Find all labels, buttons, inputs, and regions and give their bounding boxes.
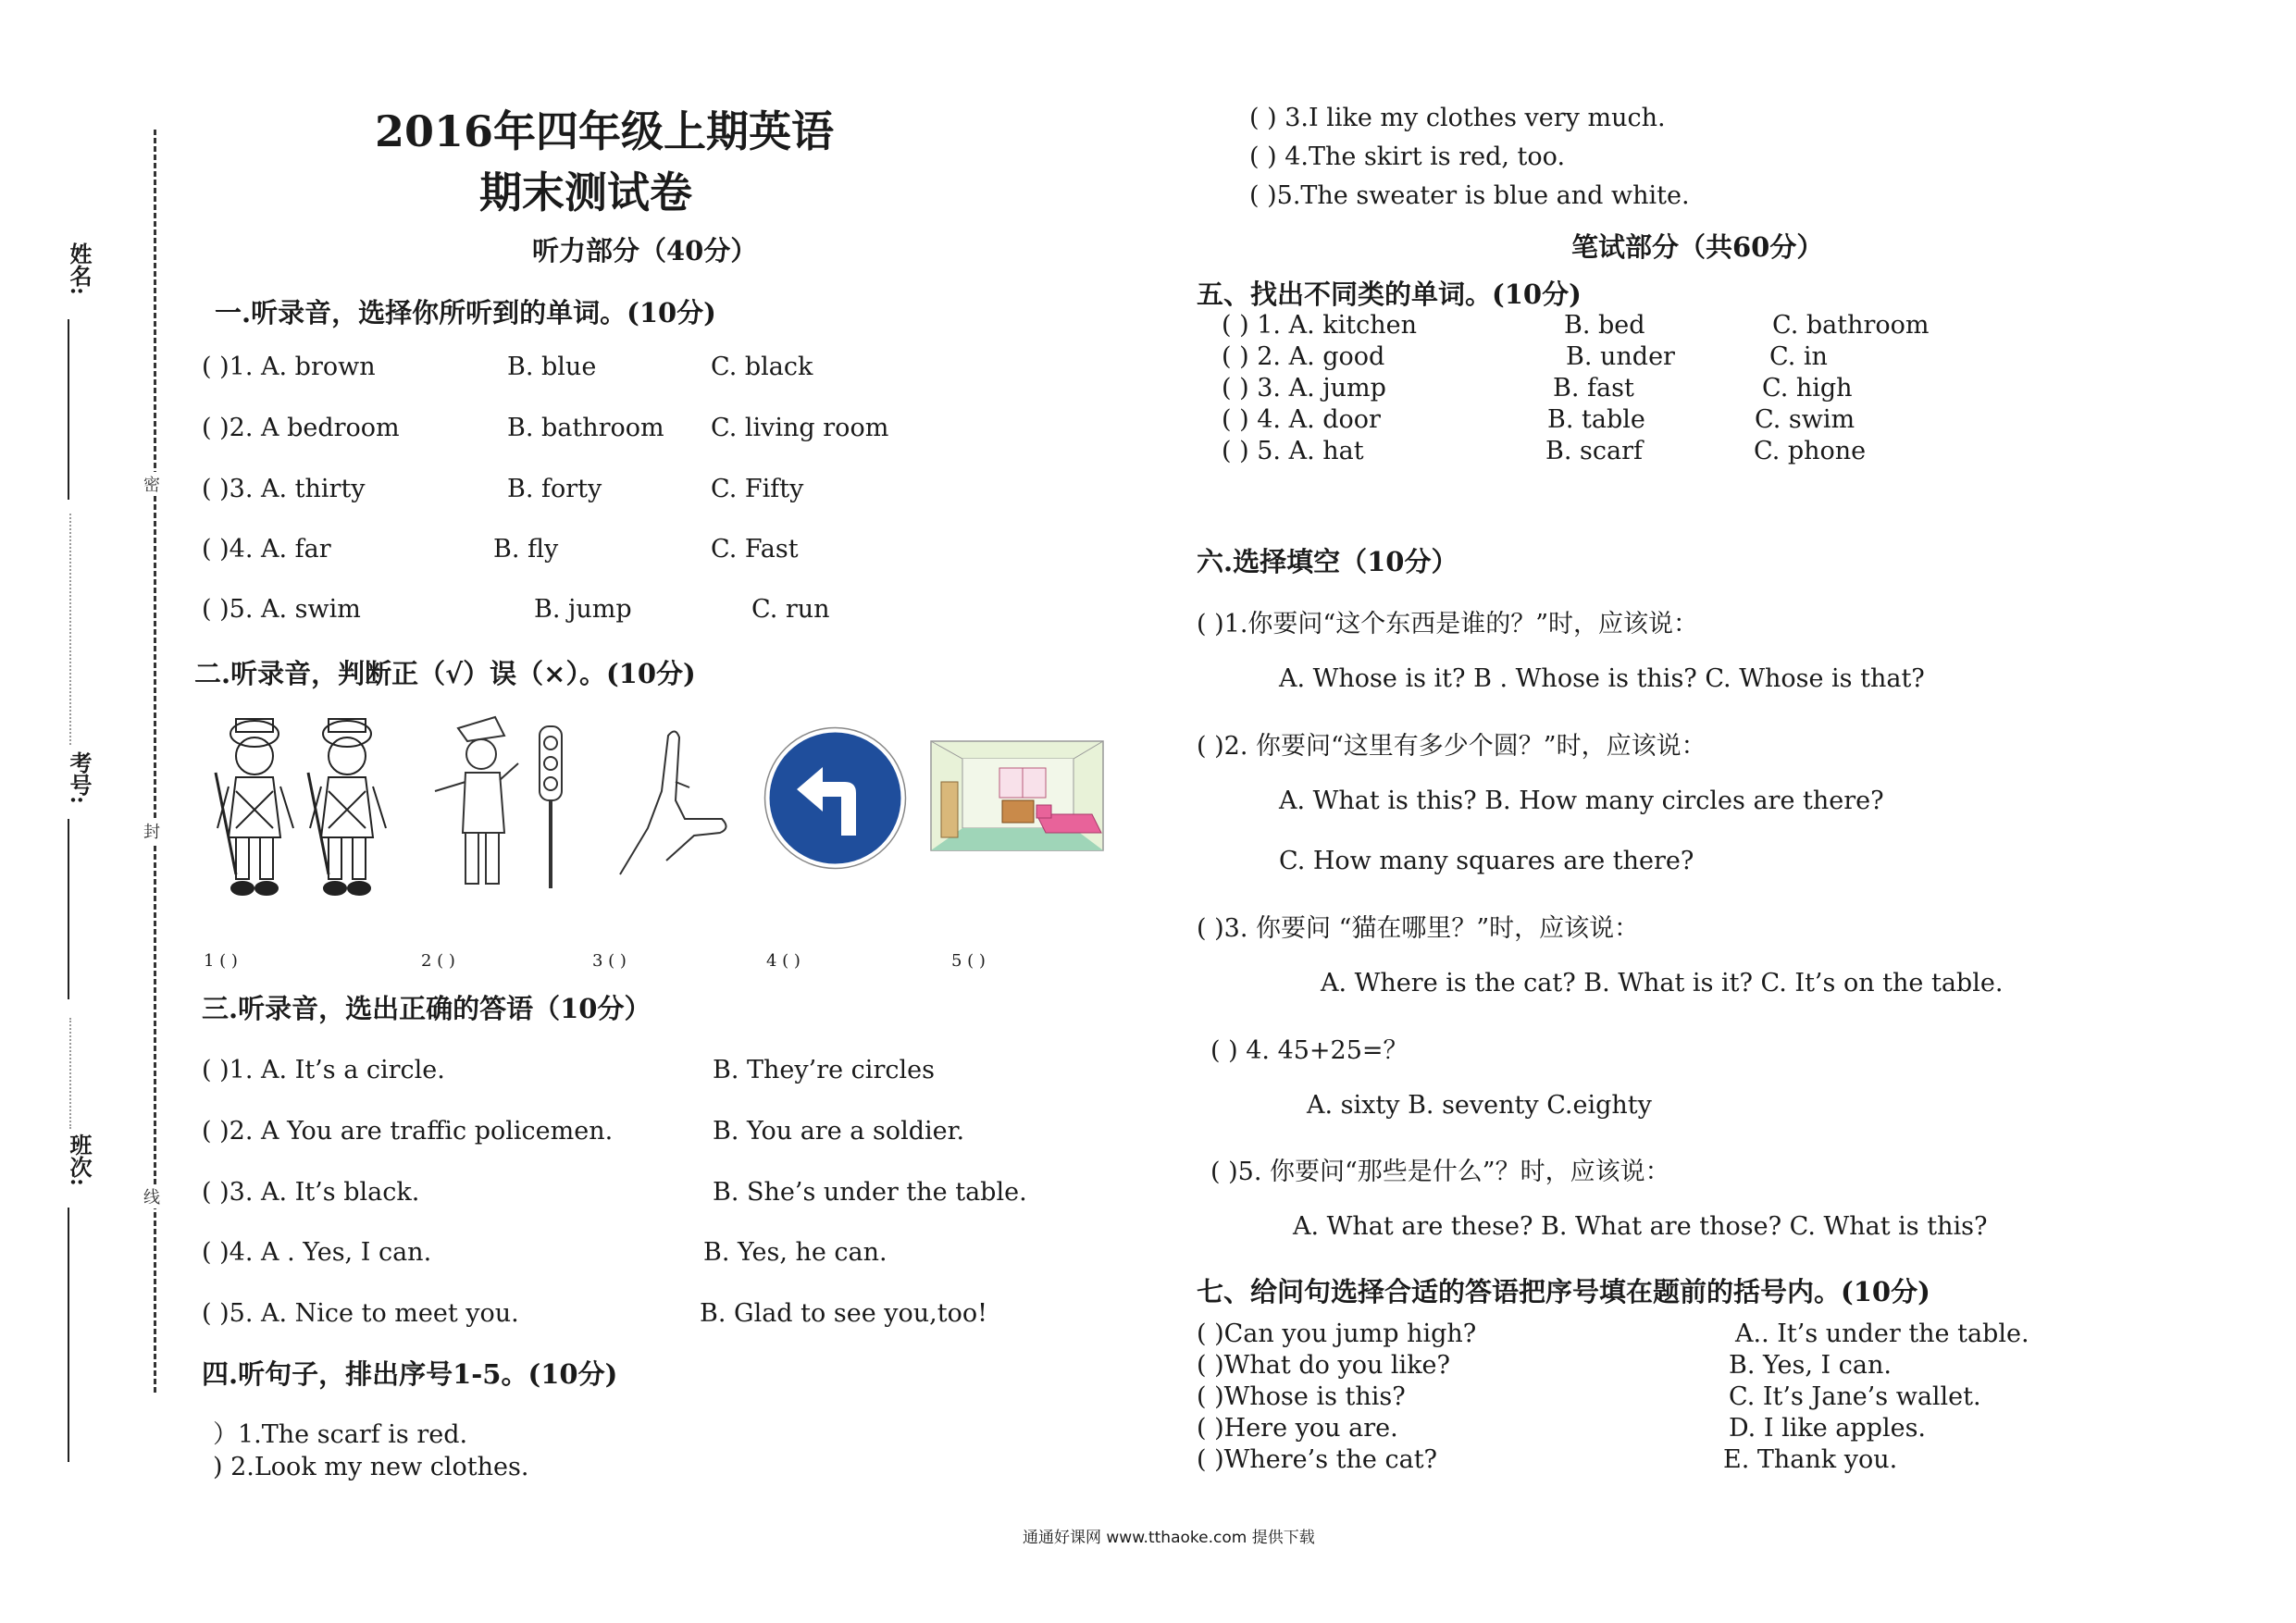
s5-row3-a: ( ) 3. A. jump	[1222, 374, 1386, 403]
s1-row5-c: C. run	[751, 595, 830, 624]
section5-heading: 五、找出不同类的单词。(10分)	[1197, 279, 1582, 310]
s5-row3-b: B. fast	[1553, 374, 1634, 403]
s5-row2-b: B. under	[1566, 342, 1675, 371]
s5-row5-c: C. phone	[1754, 437, 1867, 465]
name-label: 姓名:	[66, 242, 93, 295]
s6-q5-options: A. What are these? B. What are those? C. What is this?	[1293, 1212, 1988, 1241]
s6-q4-options: A. sixty B. seventy C.eighty	[1307, 1091, 1652, 1120]
s5-row4-b: B. table	[1547, 405, 1645, 434]
s6-q2-options: A. What is this? B. How many circles are there?	[1279, 787, 1884, 815]
s1-row3-a: ( )3. A. thirty	[202, 475, 366, 503]
s1-row5-b: B. jump	[534, 595, 632, 624]
s6-q1: ( )1.你要问“这个东西是谁的？”时，应该说：	[1197, 610, 1699, 638]
s3-row1-a: ( )1. A. It’s a circle.	[202, 1056, 445, 1084]
s7-answer-c: C. It’s Jane’s wallet.	[1729, 1382, 1981, 1411]
section1-heading: 一.听录音，选择你所听到的单词。(10分)	[215, 297, 716, 328]
s3-row4-a: ( )4. A . Yes, I can.	[202, 1238, 432, 1267]
exam-no-line	[68, 819, 69, 999]
s6-q3-options: A. Where is the cat? B. What is it? C. It’s on the table.	[1321, 969, 2004, 997]
s3-row3-b: B. She’s under the table.	[713, 1178, 1027, 1207]
s5-row4-c: C. swim	[1755, 405, 1855, 434]
s7-question-5: ( )Where’s the cat?	[1197, 1445, 1438, 1474]
s5-row2-a: ( ) 2. A. good	[1222, 342, 1385, 371]
soldiers-picture	[208, 699, 393, 907]
class-label: 班次:	[66, 1134, 93, 1186]
s5-row1-a: ( ) 1. A. kitchen	[1222, 311, 1417, 340]
section4-heading: 四.听句子，排出序号1-5。(10分)	[202, 1358, 618, 1390]
s1-row3-c: C. Fifty	[711, 475, 804, 503]
s1-row1-a: ( )1. A. brown	[202, 353, 376, 381]
s3-row4-b: B. Yes, he can.	[703, 1238, 887, 1267]
s6-q1-options: A. Whose is it? B . Whose is this? C. Whose is that?	[1279, 664, 1925, 693]
seal-char-mi: 密	[143, 472, 160, 496]
section7-heading: 七、给问句选择合适的答语把序号填在题前的括号内。(10分)	[1197, 1276, 1930, 1307]
s7-question-4: ( )Here you are.	[1197, 1414, 1398, 1443]
dotted-divider-1	[69, 514, 71, 745]
s1-row4-c: C. Fast	[711, 535, 799, 564]
s7-question-1: ( )Can you jump high?	[1197, 1319, 1477, 1348]
s4-item-3: ( ) 3.I like my clothes very much.	[1249, 104, 1666, 132]
s4-item-2: ) 2.Look my new clothes.	[213, 1453, 529, 1481]
s1-row2-b: B. bathroom	[507, 414, 664, 442]
s5-row5-b: B. scarf	[1545, 437, 1643, 465]
s3-row5-b: B. Glad to see you,too!	[700, 1299, 987, 1328]
dotted-divider-2	[69, 1018, 71, 1129]
s3-row2-a: ( )2. A You are traffic policemen.	[202, 1117, 614, 1146]
s3-row5-a: ( )5. A. Nice to meet you.	[202, 1299, 519, 1328]
seal-char-xian: 线	[143, 1184, 160, 1208]
s1-row2-c: C. living room	[711, 414, 889, 442]
name-line	[68, 319, 69, 500]
s4-item-5: ( )5.The sweater is blue and white.	[1249, 181, 1690, 210]
s7-question-2: ( )What do you like?	[1197, 1351, 1451, 1380]
seal-char-feng: 封	[143, 819, 160, 843]
listening-part-title: 听力部分（40分）	[532, 235, 758, 266]
section6-heading: 六.选择填空（10分）	[1197, 546, 1458, 577]
s2-blank-5: 5 ( )	[951, 951, 986, 971]
s4-item-1: ）1.The scarf is red.	[213, 1420, 468, 1449]
s5-row5-a: ( ) 5. A. hat	[1222, 437, 1364, 465]
s6-q3: ( )3. 你要问 “猫在哪里？”时，应该说：	[1197, 914, 1640, 943]
s7-answer-d: D. I like apples.	[1729, 1414, 1927, 1443]
footer-credit: 通通好课网 www.tthaoke.com 提供下载	[1023, 1529, 1315, 1547]
traffic-policeman-picture	[430, 708, 569, 893]
s1-row4-a: ( )4. A. far	[202, 535, 331, 564]
s6-q4: ( ) 4. 45+25=？	[1210, 1036, 1409, 1065]
s5-row2-c: C. in	[1769, 342, 1828, 371]
turn-left-sign-picture	[763, 726, 907, 870]
s3-row1-b: B. They’re circles	[713, 1056, 935, 1084]
s3-row3-a: ( )3. A. It’s black.	[202, 1178, 420, 1207]
page-title-line2: 期末测试卷	[479, 167, 692, 217]
s6-q5: ( )5. 你要问“那些是什么”？时，应该说：	[1210, 1158, 1670, 1186]
s1-row4-b: B. fly	[493, 535, 559, 564]
class-line	[68, 1208, 69, 1462]
s2-blank-4: 4 ( )	[766, 951, 800, 971]
section2-heading: 二.听录音，判断正（√）误（×）。(10分)	[194, 658, 696, 689]
s7-answer-e: E. Thank you.	[1723, 1445, 1898, 1474]
s7-question-3: ( )Whose is this?	[1197, 1382, 1406, 1411]
hand-gesture-picture	[611, 726, 740, 879]
written-part-title: 笔试部分（共60分）	[1571, 231, 1824, 263]
s1-row1-b: B. blue	[507, 353, 597, 381]
s3-row2-b: B. You are a soldier.	[713, 1117, 965, 1146]
s5-row3-c: C. high	[1762, 374, 1853, 403]
s1-row3-b: B. forty	[507, 475, 602, 503]
s2-blank-3: 3 ( )	[592, 951, 627, 971]
section3-heading: 三.听录音，选出正确的答语（10分）	[202, 993, 652, 1024]
bedroom-picture	[930, 740, 1104, 851]
s2-blank-2: 2 ( )	[421, 951, 455, 971]
s5-row1-c: C. bathroom	[1772, 311, 1930, 340]
s6-q2-option-c: C. How many squares are there?	[1279, 847, 1694, 875]
s1-row2-a: ( )2. A bedroom	[202, 414, 400, 442]
s5-row1-b: B. bed	[1564, 311, 1645, 340]
s4-item-4: ( ) 4.The skirt is red, too.	[1249, 142, 1566, 171]
s6-q2: ( )2. 你要问“这里有多少个圆？”时，应该说：	[1197, 732, 1706, 761]
page-title-line1: 2016年四年级上期英语	[375, 106, 835, 156]
s7-answer-a: A.. It’s under the table.	[1735, 1319, 2029, 1348]
s5-row4-a: ( ) 4. A. door	[1222, 405, 1381, 434]
s7-answer-b: B. Yes, I can.	[1729, 1351, 1892, 1380]
s1-row5-a: ( )5. A. swim	[202, 595, 361, 624]
exam-no-label: 考号:	[66, 751, 93, 804]
s2-blank-1: 1 ( )	[204, 951, 238, 971]
s1-row1-c: C. black	[711, 353, 813, 381]
